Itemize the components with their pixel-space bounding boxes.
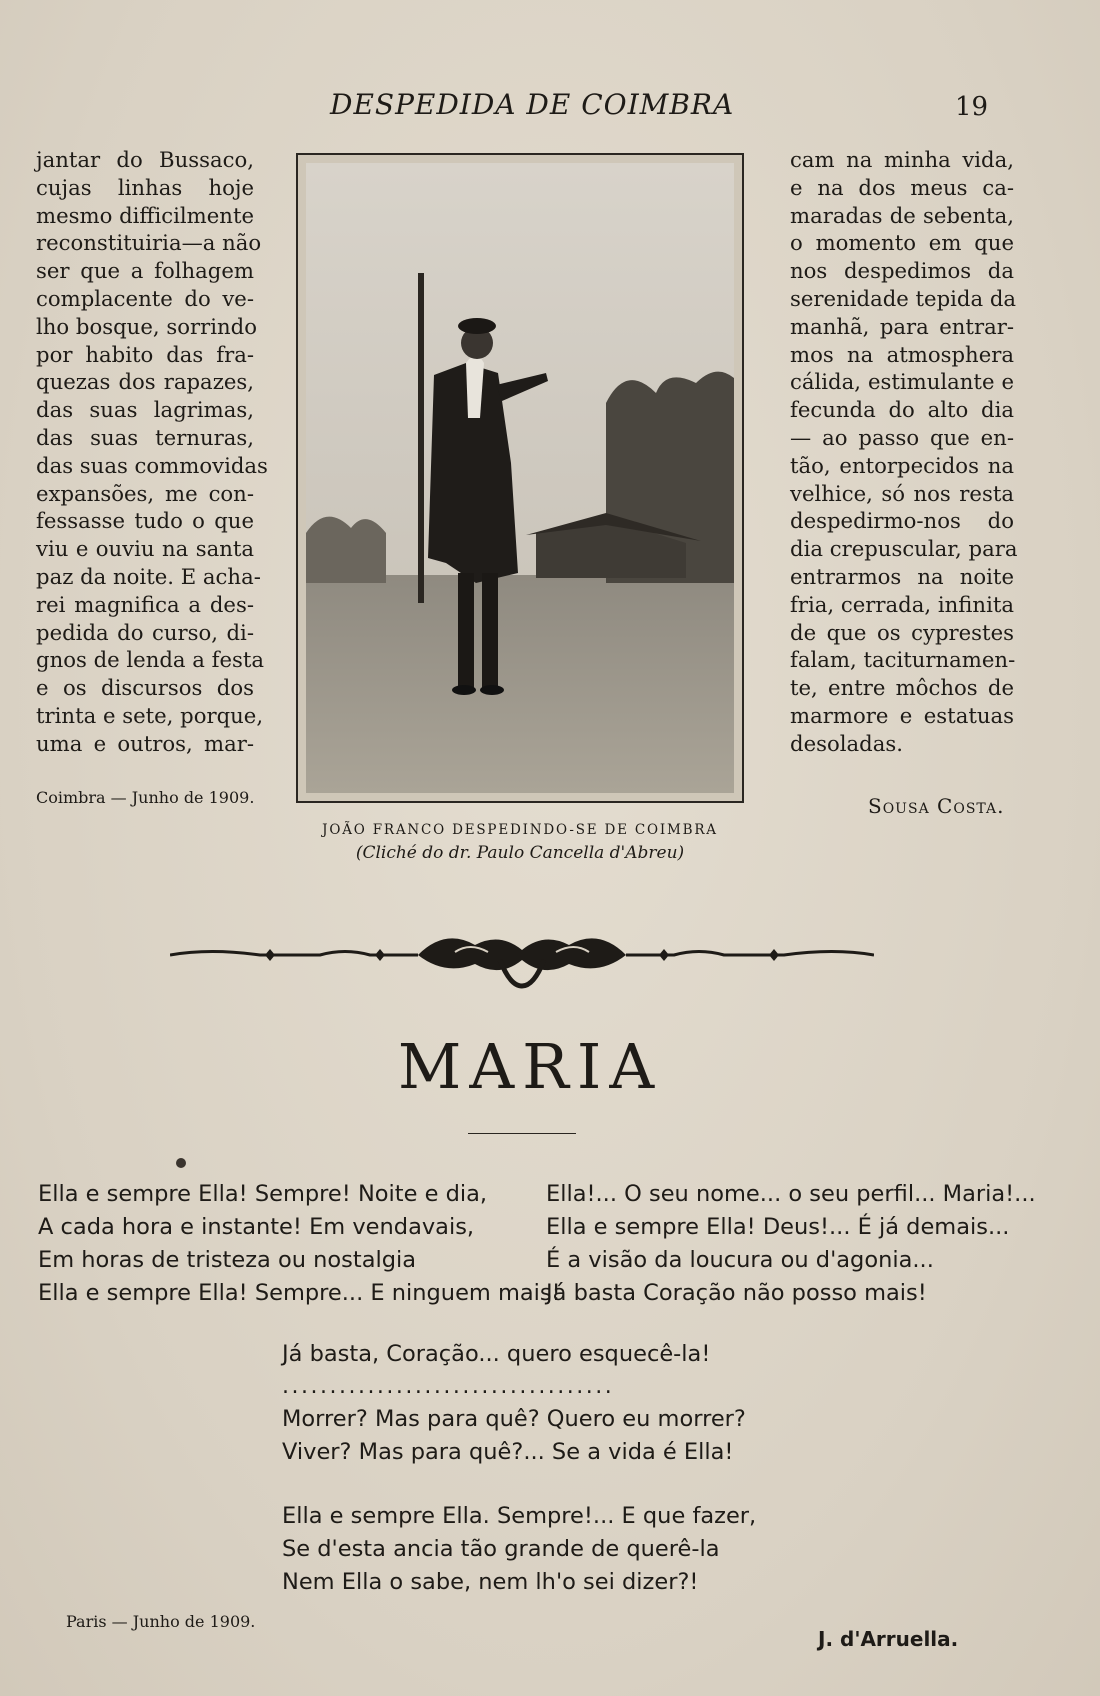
poem-stanza-middle — [282, 1403, 746, 1469]
verse-line: Já basta, Coração... quero esquecê-la! — [282, 1341, 711, 1367]
verse-line: Nem Ella o sabe, nem lh'o sei dizer?! — [282, 1569, 699, 1595]
text-line: expansões, me con- — [36, 480, 254, 506]
text-line: fessasse tudo o que — [36, 508, 254, 534]
running-title: DESPEDIDA DE COIMBRA — [330, 88, 735, 121]
page-number: 19 — [955, 92, 989, 122]
article-author: Sousa Costa. — [868, 794, 1005, 818]
text-line: rei magnifica a des- — [36, 591, 254, 617]
text-line: mesmo difficilmente — [36, 202, 254, 228]
text-line: cujas linhas hoje — [36, 174, 254, 200]
text-line: das suas lagrimas, — [36, 397, 254, 423]
verse-line: Ella e sempre Ella! Sempre! Noite e dia, — [38, 1181, 488, 1207]
text-line: — ao passo que en- — [790, 424, 1014, 450]
text-line: mos na atmosphera — [790, 341, 1014, 367]
article-left-column — [36, 146, 268, 758]
verse-line: Ella!... O seu nome... o seu perfil... Maria!... — [546, 1181, 1036, 1207]
poem-stanza-right — [546, 1178, 1036, 1310]
poem-place-date: Paris — Junho de 1909. — [66, 1612, 256, 1631]
verse-line: Ella e sempre Ella! Deus!... É já demais... — [546, 1214, 1010, 1240]
text-line: por habito das fra- — [36, 341, 254, 367]
text-line: ser que a folhagem — [36, 258, 254, 284]
verse-line: É a visão da loucura ou d'agonia... — [546, 1247, 934, 1273]
article-right-column — [790, 146, 1018, 758]
text-line: velhice, só nos resta — [790, 480, 1014, 506]
text-line: fria, cerrada, infinita — [790, 591, 1014, 617]
text-line: e na dos meus ca- — [790, 174, 1014, 200]
text-line: fecunda do alto dia — [790, 397, 1014, 423]
text-line: de que os cyprestes — [790, 619, 1014, 645]
poem-stanza-last — [282, 1500, 756, 1599]
text-line: tão, entorpecidos na — [790, 452, 1014, 478]
text-line: o momento em que — [790, 230, 1014, 256]
poem-author: J. d'Arruella. — [818, 1627, 959, 1651]
photograph — [296, 153, 744, 803]
text-line: paz da noite. E acha- — [36, 563, 261, 589]
text-line: jantar do Bussaco, — [36, 147, 254, 172]
verse-line: Em horas de tristeza ou nostalgia — [38, 1247, 417, 1273]
text-line: uma e outros, mar- — [36, 730, 254, 756]
photograph-image — [306, 163, 734, 793]
text-line: despedirmo-nos do — [790, 508, 1014, 534]
text-line: pedida do curso, di- — [36, 619, 254, 645]
text-line: das suas commovidas — [36, 452, 268, 478]
text-line: te, entre môchos de — [790, 675, 1014, 701]
text-line: e os discursos dos — [36, 675, 254, 701]
text-line: entrarmos na noite — [790, 563, 1014, 589]
dotted-separator: ................................... — [282, 1374, 615, 1399]
text-line: das suas ternuras, — [36, 424, 254, 450]
text-line: cam na minha vida, — [790, 147, 1014, 172]
verse-line: A cada hora e instante! Em vendavais, — [38, 1214, 475, 1240]
article-place-date: Coimbra — Junho de 1909. — [36, 788, 255, 807]
ornament-divider — [170, 920, 874, 990]
text-line: trinta e sete, porque, — [36, 702, 264, 728]
verse-line: Já basta Coração não posso mais! — [546, 1280, 927, 1306]
poem-single-line — [282, 1338, 710, 1371]
text-line: serenidade tepida da — [790, 285, 1017, 311]
ink-dot — [176, 1158, 186, 1168]
title-rule — [468, 1133, 576, 1134]
text-line: viu e ouviu na santa — [36, 536, 254, 562]
poem-stanza-left — [38, 1178, 561, 1310]
text-line: dia crepuscular, para — [790, 536, 1018, 562]
verse-line: Se d'esta ancia tão grande de querê-la — [282, 1536, 720, 1562]
text-line: complacente do ve- — [36, 285, 254, 311]
text-line: reconstituiria—a não — [36, 230, 262, 256]
poem-title: MARIA — [397, 1030, 663, 1103]
text-line: maradas de sebenta, — [790, 202, 1014, 228]
text-line: lho bosque, sorrindo — [36, 313, 257, 339]
text-line: gnos de lenda a festa — [36, 647, 265, 673]
verse-line: Morrer? Mas para quê? Quero eu morrer? — [282, 1406, 746, 1432]
verse-line: Ella e sempre Ella! Sempre... E ninguem mais! — [38, 1280, 561, 1306]
text-line: quezas dos rapazes, — [36, 369, 254, 395]
verse-line: Viver? Mas para quê?... Se a vida é Ella! — [282, 1439, 734, 1465]
text-line: cálida, estimulante e — [790, 369, 1014, 395]
text-line: marmore e estatuas — [790, 702, 1014, 728]
photo-credit: (Cliché do dr. Paulo Cancella d'Abreu) — [355, 843, 685, 863]
text-line: falam, taciturnamen- — [790, 647, 1016, 673]
text-line: nos despedimos da — [790, 258, 1014, 284]
text-line: manhã, para entrar- — [790, 313, 1014, 339]
text-line: desoladas. — [790, 730, 903, 756]
photo-caption: JOÃO FRANCO DESPEDINDO-SE DE COIMBRA — [322, 822, 718, 838]
verse-line: Ella e sempre Ella. Sempre!... E que fazer, — [282, 1503, 757, 1529]
